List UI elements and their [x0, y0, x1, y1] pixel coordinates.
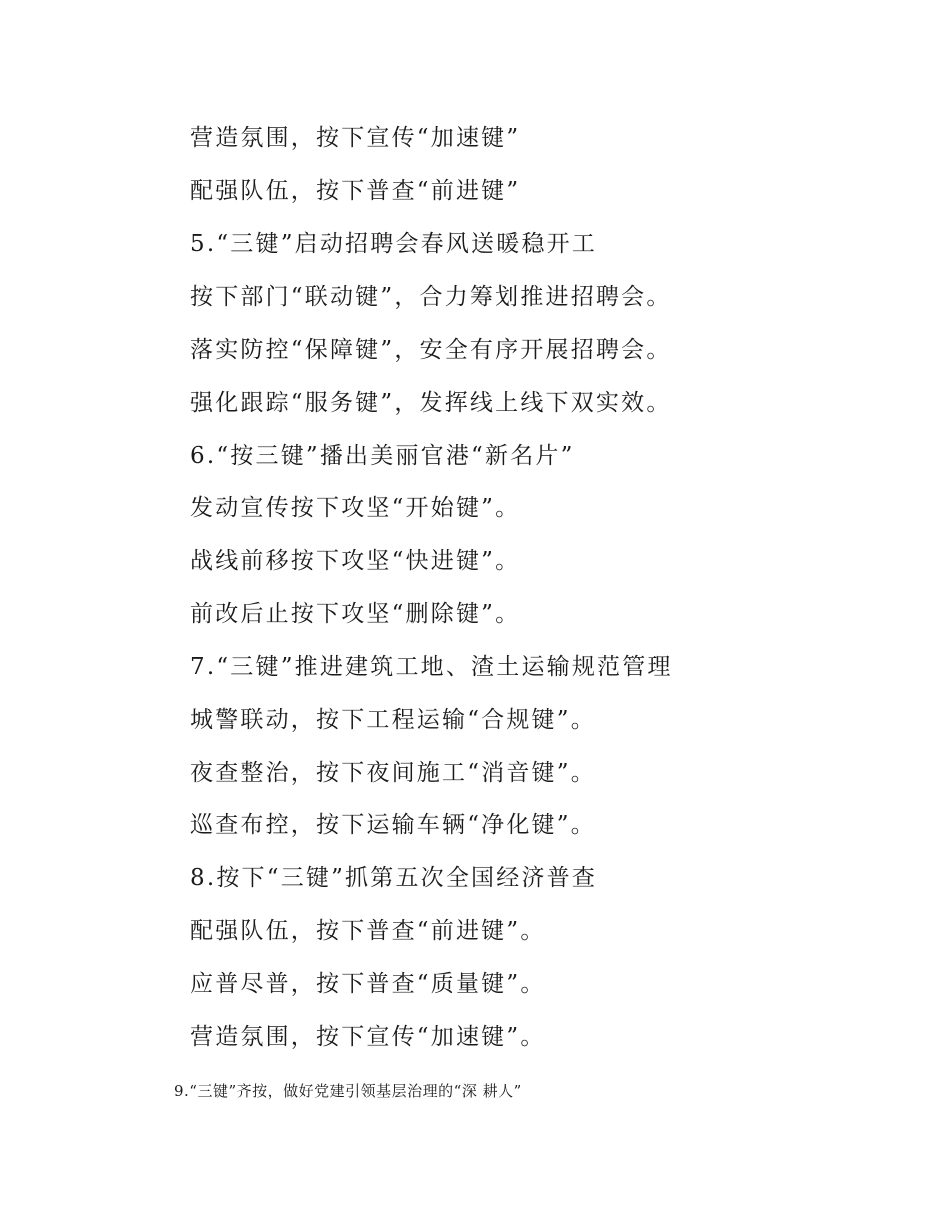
section-heading: 8.按下“三键”抓第五次全国经济普查	[190, 865, 598, 891]
section-heading: 5.“三键”启动招聘会春风送暖稳开工	[190, 231, 598, 257]
text-line: 强化跟踪“服务键”，发挥线上线下双实效。	[190, 390, 672, 416]
text-line: 按下部门“联动键”，合力筹划推进招聘会。	[190, 284, 672, 310]
text-line: 营造氛围，按下宣传“加速键”。	[190, 1024, 546, 1050]
text-line: 前改后止按下攻坚“删除键”。	[190, 601, 521, 627]
section-heading-small: 9.“三键”齐按，做好党建引领基层治理的“深 耕人”	[174, 1082, 522, 1100]
text-line: 配强队伍，按下普查“前进键”。	[190, 918, 546, 944]
text-line: 巡查布控，按下运输车辆“净化键”。	[190, 812, 596, 838]
text-line: 应普尽普，按下普查“质量键”。	[190, 971, 546, 997]
text-line: 配强队伍，按下普查“前进键”	[190, 178, 521, 204]
text-line: 城警联动，按下工程运输“合规键”。	[190, 707, 596, 733]
text-line: 营造氛围，按下宣传“加速键”	[190, 125, 521, 151]
text-line: 落实防控“保障键”，安全有序开展招聘会。	[190, 337, 672, 363]
section-heading: 7.“三键”推进建筑工地、渣土运输规范管理	[190, 654, 673, 680]
text-line: 夜查整治，按下夜间施工“消音键”。	[190, 760, 596, 786]
section-heading: 6.“按三键”播出美丽官港“新名片”	[190, 443, 575, 469]
text-line: 战线前移按下攻坚“快进键”。	[190, 548, 521, 574]
text-line: 发动宣传按下攻坚“开始键”。	[190, 495, 521, 521]
